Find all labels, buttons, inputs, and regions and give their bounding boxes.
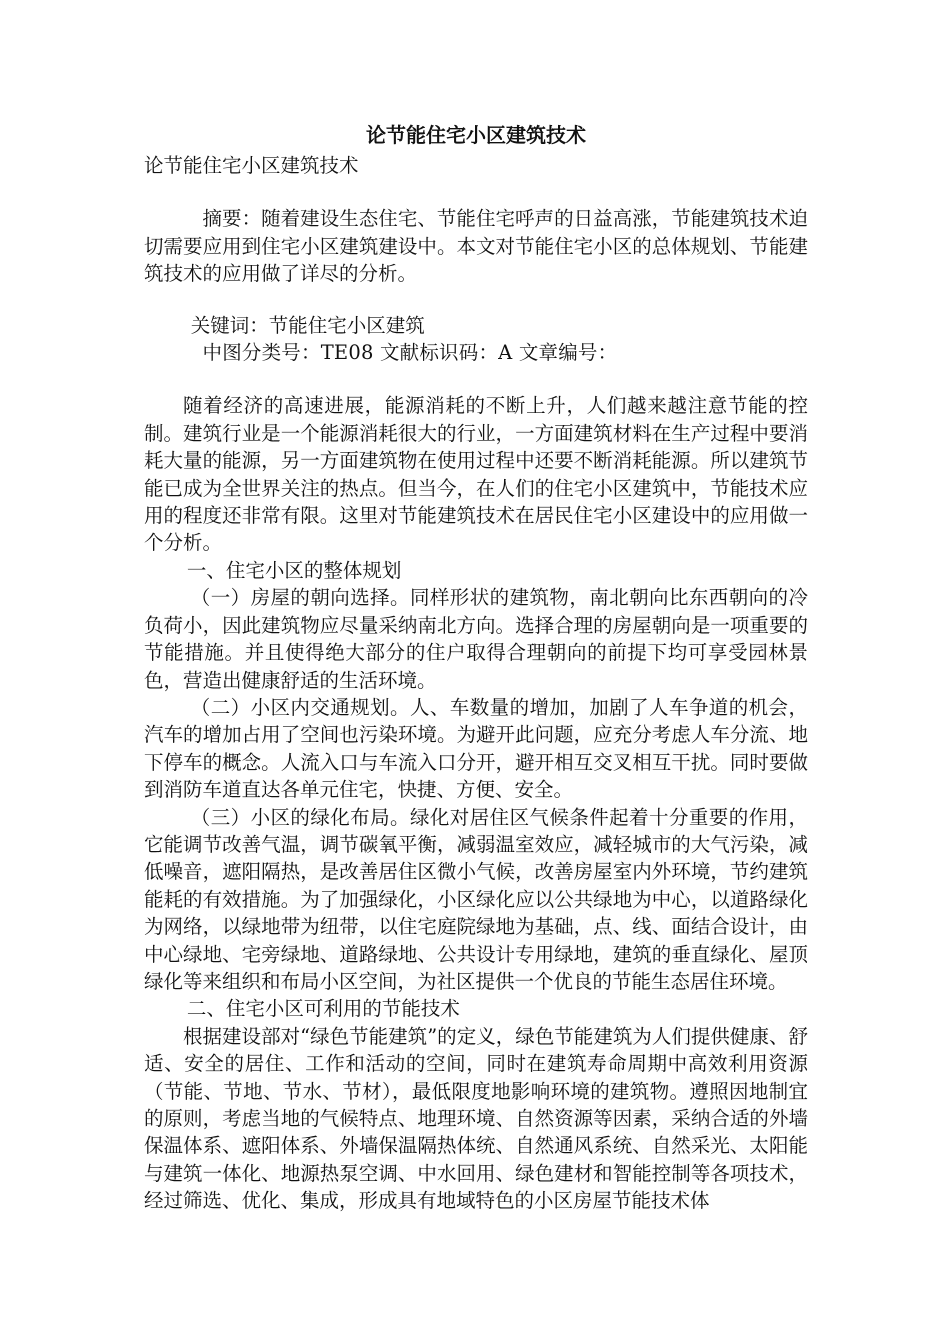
document-subtitle: 论节能住宅小区建筑技术 xyxy=(144,154,359,177)
section-1-paragraph-2: （二）小区内交通规划。人、车数量的增加，加剧了人车争道的机会，汽车的增加占用了空间也污染环境。为避开此问题，应充分考虑人车分流、地下停车的概念。人流入口与车流入口分开，避开相互交叉相互干扰。同时要做到消防车道直达各单元住宅，快捷、方便、安全。 xyxy=(144,695,808,802)
keywords-line: 关键词：节能住宅小区建筑 xyxy=(190,313,425,337)
section-1-paragraph-1: （一）房屋的朝向选择。同样形状的建筑物，南北朝向比东西朝向的冷负荷小，因此建筑物应尽量采纳南北方向。选择合理的房屋朝向是一项重要的节能措施。并且使得绝大部分的住户取得合理朝向的前提下均可享受园林景色，营造出健康舒适的生活环境。 xyxy=(144,586,808,692)
intro-paragraph: 随着经济的高速进展，能源消耗的不断上升，人们越来越注意节能的控制。建筑行业是一个能源消耗很大的行业，一方面建筑材料在生产过程中要消耗大量的能源，另一方面建筑物在使用过程中还要不断消耗能源。所以建筑节能已成为全世界关注的热点。但当今，在人们的住宅小区建筑中，节能技术应用的程度还非常有限。这里对节能建筑技术在居民住宅小区建设中的应用做一个分析。 xyxy=(144,394,808,555)
document-page xyxy=(144,120,808,1215)
section-2-heading: 二、住宅小区可利用的节能技术 xyxy=(186,997,460,1021)
classification-line: 中图分类号：TE08 文献标识码：A 文章编号： xyxy=(202,341,618,365)
abstract-paragraph: 摘要：随着建设生态住宅、节能住宅呼声的日益高涨，节能建筑技术迫切需要应用到住宅小区建筑建设中。本文对节能住宅小区的总体规划、节能建筑技术的应用做了详尽的分析。 xyxy=(144,207,808,286)
section-1-heading: 一、住宅小区的整体规划 xyxy=(186,558,402,582)
section-2-paragraph-1: 根据建设部对“绿色节能建筑”的定义，绿色节能建筑为人们提供健康、舒适、安全的居住、工作和活动的空间，同时在建筑寿命周期中高效利用资源（节能、节地、节水、节材），最低限度地影响环境的建筑物。遵照因地制宜的原则，考虑当地的气候特点、地理环境、自然资源等因素，采纳合适的外墙保温体系、遮阳体系、外墙保温隔热体统、自然通风系统、自然采光、太阳能与建筑一体化、地源热泵空调、中水回用、绿色建材和智能控制等各项技术，经过筛选、优化、集成，形成具有地域特色的小区房屋节能技术体 xyxy=(144,1024,808,1213)
section-1-paragraph-3: （三）小区的绿化布局。绿化对居住区气候条件起着十分重要的作用，它能调节改善气温，调节碳氧平衡，减弱温室效应，减轻城市的大气污染，减低噪音，遮阳隔热，是改善居住区微小气候，改善房屋室内外环境，节约建筑能耗的有效措施。为了加强绿化，小区绿化应以公共绿地为中心，以道路绿化为网络，以绿地带为纽带，以住宅庭院绿地为基础，点、线、面结合设计，由中心绿地、宅旁绿地、道路绿地、公共设计专用绿地，建筑的垂直绿化、屋顶绿化等来组织和布局小区空间，为社区提供一个优良的节能生态居住环境。 xyxy=(144,805,808,993)
document-title: 论节能住宅小区建筑技术 xyxy=(366,123,586,147)
